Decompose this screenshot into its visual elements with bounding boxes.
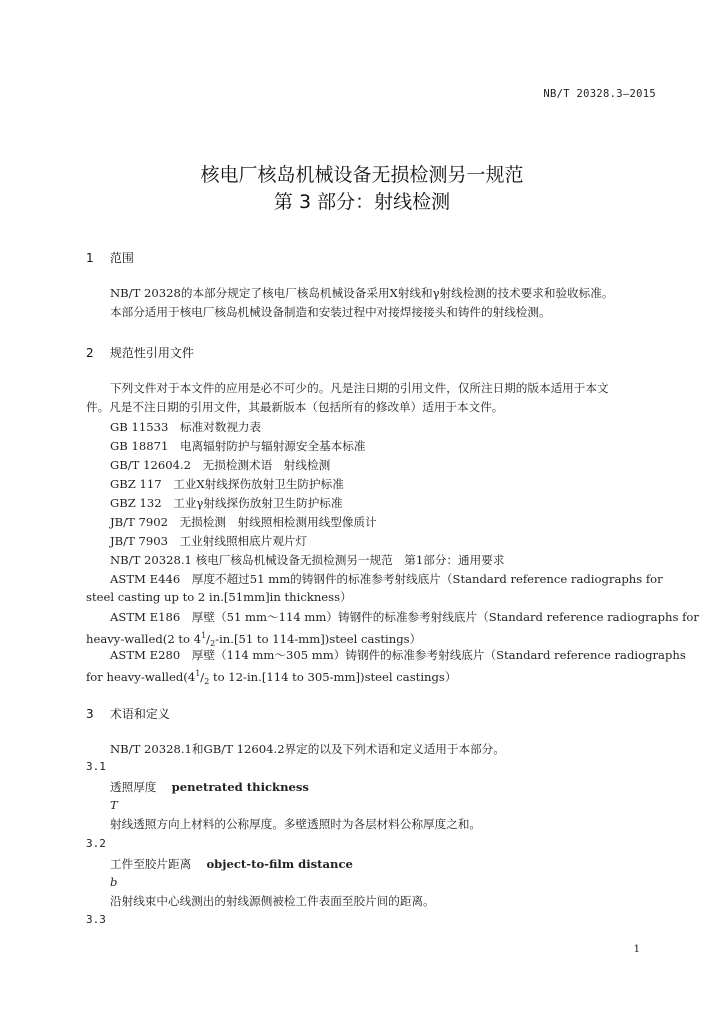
text-run: for heavy-walled(4 <box>86 669 196 684</box>
astm-e446-line1: ASTM E446 厚度不超过51 mm的铸钢件的标准参考射线底片（Standard reference radiographs for <box>110 572 663 586</box>
scope-paragraph-2: 本部分适用于核电厂核岛机械设备制造和安装过程中对接焊接接头和铸件的射线检测。 <box>110 305 551 319</box>
reference-item: JB/T 7902 无损检测 射线照相检测用线型像质计 <box>110 515 377 529</box>
reference-item: JB/T 7903 工业射线照相底片观片灯 <box>110 534 308 548</box>
section-title: 术语和定义 <box>109 707 170 721</box>
term-definition: 射线透照方向上材料的公称厚度。多壁透照时为各层材料公称厚度之和。 <box>110 817 482 831</box>
astm-e280-line1: ASTM E280 厚壁（114 mm～305 mm）铸钢件的标准参考射线底片（Standard reference radiographs <box>110 648 686 662</box>
terms-intro: NB/T 20328.1和GB/T 12604.2界定的以及下列术语和定义适用于本部分。 <box>110 742 505 756</box>
reference-item: GB 18871 电离辐射防护与辐射源安全基本标准 <box>110 439 366 453</box>
section-title: 范围 <box>109 251 134 265</box>
section-number: 2 <box>86 346 94 360</box>
term-en: penetrated thickness <box>171 780 309 794</box>
term-en: object-to-film distance <box>206 857 353 871</box>
text-run: -in.[51 to 114-mm])steel castings） <box>215 631 422 646</box>
term-3-1 <box>110 779 309 795</box>
astm-e280-line2 <box>86 664 456 691</box>
section-2-heading <box>86 344 194 361</box>
document-title-line2: 第 3 部分：射线检测 <box>273 191 451 213</box>
reference-item: GBZ 117 工业X射线探伤放射卫生防护标准 <box>110 477 344 491</box>
section-title: 规范性引用文件 <box>109 346 194 360</box>
section-number: 3 <box>86 707 94 721</box>
reference-item: GB 11533 标准对数视力表 <box>110 420 262 434</box>
term-3-2 <box>110 856 353 872</box>
page-number: 1 <box>633 944 640 955</box>
section-number: 1 <box>86 251 94 265</box>
refs-intro-line2: 件。凡是不注日期的引用文件，其最新版本（包括所有的修改单）适用于本文件。 <box>86 400 504 414</box>
section-1-heading <box>86 249 134 266</box>
reference-item: GBZ 132 工业γ射线探伤放射卫生防护标准 <box>110 496 343 510</box>
superscript: 1 <box>201 631 207 640</box>
term-zh: 工件至胶片距离 <box>110 857 192 871</box>
superscript: 1 <box>195 669 201 678</box>
term-zh: 透照厚度 <box>110 780 157 794</box>
clause-number-3-3: 3.3 <box>86 913 106 926</box>
text-run: heavy-walled(2 to 4 <box>86 631 202 646</box>
astm-e446-line2: steel casting up to 2 in.[51mm]in thickness） <box>86 590 352 604</box>
term-symbol: b <box>110 875 118 889</box>
text-run: / <box>200 669 205 684</box>
term-definition: 沿射线束中心线测出的射线源侧被检工件表面至胶片间的距离。 <box>110 894 435 908</box>
section-3-heading <box>86 705 170 722</box>
clause-number-3-1: 3.1 <box>86 760 106 773</box>
clause-number-3-2: 3.2 <box>86 837 106 850</box>
document-title-line1: 核电厂核岛机械设备无损检测另一规范 <box>200 164 524 186</box>
term-symbol: T <box>110 798 118 812</box>
reference-item: NB/T 20328.1 核电厂核岛机械设备无损检测另一规范 第1部分：通用要求 <box>110 553 505 567</box>
standard-code: NB/T 20328.3—2015 <box>543 88 656 100</box>
astm-e186-line1: ASTM E186 厚壁（51 mm～114 mm）铸钢件的标准参考射线底片（Standard reference radiographs for <box>110 610 699 624</box>
scope-paragraph-1: NB/T 20328的本部分规定了核电厂核岛机械设备采用X射线和γ射线检测的技术要求和验收标准。 <box>110 286 614 300</box>
refs-intro-line1: 下列文件对于本文件的应用是必不可少的。凡是注日期的引用文件，仅所注日期的版本适用于本文 <box>110 381 609 395</box>
reference-item: GB/T 12604.2 无损检测术语 射线检测 <box>110 458 331 472</box>
text-run: / <box>206 631 211 646</box>
text-run: to 12-in.[114 to 305-mm])steel castings） <box>209 669 457 684</box>
subscript: 2 <box>204 677 210 687</box>
subscript: 2 <box>210 639 216 649</box>
